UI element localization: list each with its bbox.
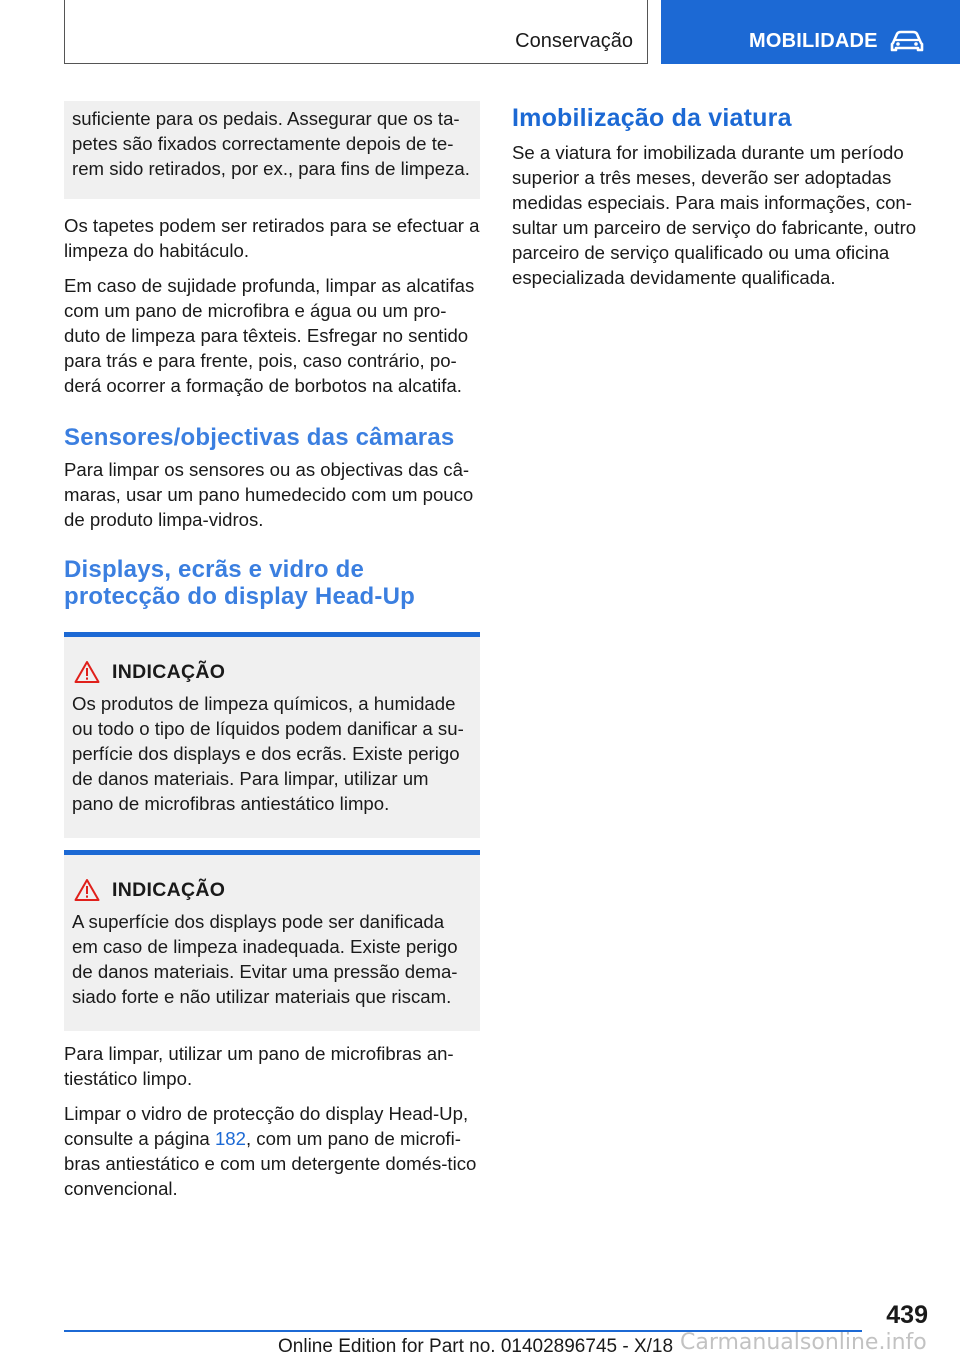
warning-title: INDICAÇÃO [112, 660, 226, 683]
continued-note-box [64, 101, 480, 199]
paragraph-mats: Os tapetes podem ser retirados para se efectuar a limpeza do habitáculo. [64, 215, 480, 261]
section-title: Conservação [515, 30, 633, 52]
paragraph-immobilization: Se a viatura for imobilizada durante um período superior a três meses, deverão ser adoptadas medidas especiais. Para mais informações, con-sultar um parceiro de serviço do fabricante, outro parceiro de serviço qualificado ou uma oficina especializada devidamente qualificada. [512, 142, 917, 288]
left-column [64, 101, 480, 1201]
headup-text-after: , com um pano de microfi-bras antiestático e com um detergente domés-tico convencional. [64, 1128, 477, 1199]
watermark: Carmanualsonline.info [680, 1330, 927, 1355]
heading-displays: Displays, ecrãs e vidro de protecção do display Head-Up [64, 556, 415, 610]
paragraph-sensors: Para limpar os sensores ou as objectivas das câ-maras, usar um pano humedecido com um pouco de produto limpa-vidros. [64, 459, 474, 530]
page-link-182[interactable]: 182 [214, 1128, 246, 1149]
paragraph-headup [64, 1101, 480, 1201]
warning-triangle-icon [74, 878, 100, 902]
car-icon [889, 29, 925, 53]
page-number: 439 [886, 1301, 928, 1329]
warning-triangle-icon [74, 660, 100, 684]
right-column [512, 101, 932, 290]
headup-text-before: Limpar o vidro de protecção do display Head-Up, consulte a página [64, 1103, 469, 1149]
heading-sensors: Sensores/objectivas das câmaras [64, 424, 455, 451]
heading-immobilization: Imobilização da viatura [512, 104, 792, 132]
warning-title-row [72, 659, 472, 685]
footer-edition: Online Edition for Part no. 01402896745 - X/18 [278, 1336, 674, 1357]
header-section-box [64, 0, 648, 64]
paragraph-dirt: Em caso de sujidade profunda, limpar as alcatifas com um pano de microfibra e água ou um pro-duto de limpeza para têxteis. Esfregar no sentido para trás e para frente, pois, caso contrário, po-derá ocorrer a formação de borbotos na alcatifa. [64, 275, 475, 396]
tab-label: MOBILIDADE [749, 30, 878, 52]
continued-note-text: suficiente para os pedais. Assegurar que os ta-petes são fixados correctamente depois de te-rem sido retirados, por ex., para fins de limpeza. [72, 108, 470, 179]
warning-text: A superfície dos displays pode ser danificada em caso de limpeza inadequada. Existe perigo de danos materiais. Evitar uma pressão dema-siado forte e não utilizar materiais que riscam. [72, 911, 458, 1007]
warning-title-row [72, 877, 472, 903]
warning-box-2 [64, 850, 480, 1031]
warning-text: Os produtos de limpeza químicos, a humidade ou todo o tipo de líquidos podem danificar a su-perfície dos displays e dos ecrãs. Existe perigo de danos materiais. Para limpar, utilizar um pano de microfibras antiestático limpo. [72, 693, 464, 814]
warning-box-1 [64, 632, 480, 838]
warning-title: INDICAÇÃO [112, 878, 226, 901]
header-tab-mobilidade[interactable] [661, 0, 960, 64]
paragraph-clean: Para limpar, utilizar um pano de microfibras an-tiestático limpo. [64, 1043, 454, 1089]
